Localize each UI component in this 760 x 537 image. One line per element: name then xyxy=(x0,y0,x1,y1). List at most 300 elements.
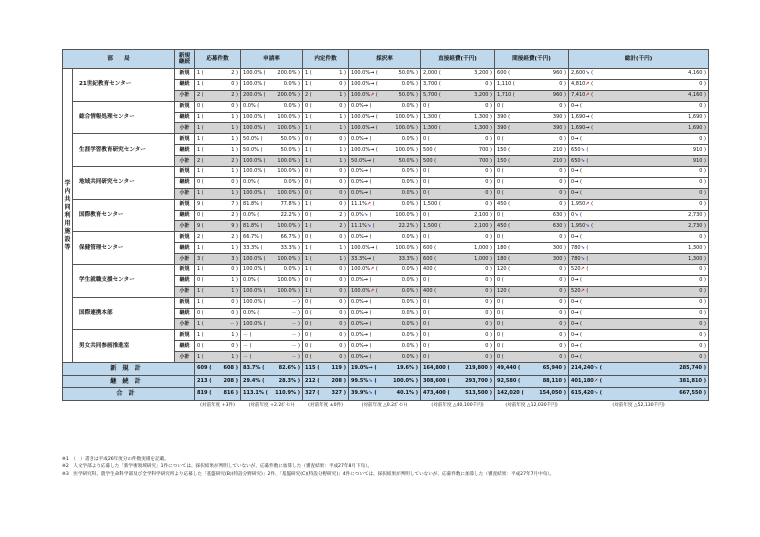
trend-arrow-icon: ↗ xyxy=(370,288,375,295)
prev-value: 100.0% xyxy=(395,212,415,219)
prev-value: 1 xyxy=(231,331,235,338)
prev-value: 100.0% xyxy=(277,168,297,175)
value: 4,810 xyxy=(571,81,586,88)
prev-value: 0 xyxy=(339,310,343,317)
value: 0 xyxy=(571,331,575,338)
value: 0 xyxy=(423,135,427,142)
prev-value: 28.3% xyxy=(278,377,296,384)
footnote: ※1 （ ）書きは平成26年度分の件数実績を記載。 xyxy=(62,457,169,462)
prev-value: 100.0% xyxy=(277,255,297,262)
prev-value: 33.3% xyxy=(280,244,297,251)
applications-cell: 1 ( 2 ) xyxy=(195,69,241,80)
applications-cell: 1 ( 1 ) xyxy=(195,188,241,199)
prev-value: 50.0% xyxy=(398,92,415,99)
value: 1 xyxy=(197,244,201,251)
value: 0 xyxy=(423,103,427,110)
value: 0.0% xyxy=(243,179,256,186)
prev-value: 0 xyxy=(485,299,489,306)
value: － xyxy=(243,331,249,338)
total-cost-cell: 520↗ ( 0 ) xyxy=(569,286,709,297)
value: 1 xyxy=(197,288,201,295)
value: 100.0% xyxy=(243,320,263,327)
row-type: 新規 xyxy=(175,232,195,243)
prev-value: 1 xyxy=(339,146,343,153)
prev-value: 0.0% xyxy=(401,266,415,273)
value: 100.0% xyxy=(243,299,263,306)
trend-arrow-icon: → xyxy=(574,233,579,240)
value: 1 xyxy=(305,157,309,164)
application-rate-cell: 100.0% ( 200.0% ) xyxy=(241,69,303,80)
prev-value: 910 xyxy=(692,157,703,164)
indirect-cost-cell: 180 ( 300 ) xyxy=(495,254,569,265)
trend-arrow-icon: → xyxy=(363,342,368,349)
prev-value: 0.0% xyxy=(401,277,415,284)
value: 0 xyxy=(571,299,575,306)
trend-arrow-icon: ↗ xyxy=(585,81,590,88)
value: 0.0% xyxy=(243,103,256,110)
acceptance-rate-cell: 0.0%→ ( 0.0% ) xyxy=(349,352,421,363)
value: 400 xyxy=(423,266,433,273)
row-type: 小計 xyxy=(175,90,195,101)
value: 600 xyxy=(423,255,433,262)
value: 0 xyxy=(305,190,309,197)
value: 0 xyxy=(423,342,427,349)
applications-cell: 2 ( 2 ) xyxy=(195,232,241,243)
total-cost-cell: 0→ ( 0 ) xyxy=(569,101,709,112)
decisions-cell: 1 ( 1 ) xyxy=(303,69,349,80)
value: 0.0% xyxy=(243,277,256,284)
decisions-cell: 1 ( 0 ) xyxy=(303,286,349,297)
application-rate-cell: 100.0% ( － ) xyxy=(241,297,303,308)
value: 0 xyxy=(197,212,201,219)
prev-value: 4,160 xyxy=(688,92,703,99)
value: 0.0% xyxy=(351,277,364,284)
prev-value: 1 xyxy=(231,114,235,120)
value: 0 xyxy=(571,212,575,219)
header-application-rate: 申請率 xyxy=(241,50,303,69)
prev-value: 1 xyxy=(231,190,235,197)
value: 1 xyxy=(305,70,309,77)
table-header xyxy=(63,50,709,69)
value: 0 xyxy=(423,353,427,360)
prev-value: 1,300 xyxy=(688,244,703,251)
trend-arrow-icon: → xyxy=(585,124,590,131)
value: 113.1% xyxy=(243,390,264,397)
total-cost-cell: 650↘ ( 910 ) xyxy=(569,156,709,167)
prev-value: 1 xyxy=(231,244,235,251)
total-cost-cell: 1,690→ ( 1,690 ) xyxy=(569,123,709,134)
total-cost-cell: 0→ ( 0 ) xyxy=(569,308,709,319)
prev-value: 0 xyxy=(559,288,563,295)
row-type: 継続 xyxy=(175,177,195,188)
prev-value: 300 xyxy=(552,244,563,251)
prev-value: 293,700 xyxy=(465,377,488,384)
value: 0 xyxy=(497,135,501,142)
department-name: 地域共同研究センター xyxy=(73,167,175,200)
comparison-note: (対前年度 ±0件) xyxy=(308,402,343,408)
row-type: 小計 xyxy=(175,319,195,330)
prev-value: 0 xyxy=(699,288,703,295)
trend-arrow-icon: ↘ xyxy=(368,377,373,384)
value: 1 xyxy=(197,135,201,142)
trend-arrow-icon: ↗ xyxy=(370,266,375,273)
row-type: 継続 xyxy=(175,308,195,319)
total-row xyxy=(63,375,709,388)
value: 212 xyxy=(305,377,316,384)
decisions-cell: 1 ( 1 ) xyxy=(303,145,349,156)
total-cost-cell: 0→ ( 0 ) xyxy=(569,297,709,308)
value: 0 xyxy=(305,331,309,338)
comparison-note: (対前年度 △52,130千円) xyxy=(612,402,665,408)
trend-arrow-icon: → xyxy=(363,299,368,306)
prev-value: 0.0% xyxy=(283,103,297,110)
prev-value: 100.0% xyxy=(277,277,297,284)
application-rate-cell: 113.1% ( 110.9% ) xyxy=(241,388,303,401)
value: 327 xyxy=(305,390,316,397)
value: 100.0% xyxy=(243,114,263,120)
prev-value: 0.0% xyxy=(401,168,415,175)
header-indirect-cost: 間接経費(千円) xyxy=(495,50,569,69)
trend-arrow-icon: → xyxy=(574,190,579,197)
value: 120 xyxy=(497,266,507,273)
department-name: 学生就職支援センター xyxy=(73,265,175,298)
table-row xyxy=(63,101,709,112)
trend-arrow-icon: → xyxy=(574,179,579,186)
acceptance-rate-cell: 0.0%→ ( 0.0% ) xyxy=(349,319,421,330)
value: 9 xyxy=(197,222,201,229)
indirect-cost-cell: 0 ( 0 ) xyxy=(495,101,569,112)
total-cost-cell: 2,600↘ ( 4,160 ) xyxy=(569,69,709,80)
value: 1,300 xyxy=(423,114,438,120)
value: 0.0% xyxy=(351,103,364,110)
value: 650 xyxy=(571,157,581,164)
applications-cell: 609 ( 608 ) xyxy=(195,363,241,376)
value: 1,710 xyxy=(497,92,512,99)
trend-arrow-icon: → xyxy=(574,320,579,327)
trend-arrow-icon: → xyxy=(363,320,368,327)
prev-value: 9 xyxy=(231,222,235,229)
indirect-cost-cell: 0 ( 630 ) xyxy=(495,210,569,221)
trend-arrow-icon: ↗ xyxy=(366,201,372,208)
direct-cost-cell: 3,700 ( 0 ) xyxy=(421,79,495,90)
trend-arrow-icon: → xyxy=(370,244,375,251)
trend-arrow-icon: → xyxy=(574,277,579,284)
trend-arrow-icon: → xyxy=(366,255,372,262)
decisions-cell: 0 ( 0 ) xyxy=(303,297,349,308)
prev-value: 0.0% xyxy=(401,288,415,295)
applications-cell: 1 ( 0 ) xyxy=(195,297,241,308)
prev-value: － xyxy=(291,342,297,349)
prev-value: 154,050 xyxy=(539,390,562,397)
prev-value: 0.0% xyxy=(401,135,415,142)
applications-cell: 0 ( 0 ) xyxy=(195,308,241,319)
total-cost-cell: 0→ ( 0 ) xyxy=(569,134,709,145)
applications-cell: 1 ( 1 ) xyxy=(195,243,241,254)
value: 0 xyxy=(571,320,575,327)
indirect-cost-cell: 0 ( 0 ) xyxy=(495,352,569,363)
prev-value: 0 xyxy=(485,201,489,208)
applications-cell: 213 ( 208 ) xyxy=(195,375,241,388)
prev-value: 960 xyxy=(552,70,563,77)
prev-value: 0.0% xyxy=(401,103,415,110)
indirect-cost-cell: 0 ( 0 ) xyxy=(495,341,569,352)
acceptance-rate-cell: 11.1%↗ ( 0.0% ) xyxy=(349,199,421,210)
decisions-cell: 1 ( 1 ) xyxy=(303,243,349,254)
total-cost-cell: 4,810↗ ( 0 ) xyxy=(569,79,709,90)
row-type: 継続 xyxy=(175,210,195,221)
application-rate-cell: 50.0% ( 50.0% ) xyxy=(241,134,303,145)
indirect-cost-cell: 390 ( 390 ) xyxy=(495,123,569,134)
indirect-cost-cell: 0 ( 0 ) xyxy=(495,232,569,243)
value: 100.0% xyxy=(243,190,263,197)
prev-value: 0 xyxy=(699,201,703,208)
value: 0 xyxy=(305,310,309,317)
decisions-cell: 115 ( 119 ) xyxy=(303,363,349,376)
acceptance-rate-cell: 19.0%→ ( 19.6% ) xyxy=(349,363,421,376)
prev-value: 0.0% xyxy=(283,266,297,273)
value: 0 xyxy=(423,190,427,197)
value: 0 xyxy=(497,168,501,175)
prev-value: 0 xyxy=(559,190,563,197)
department-name: 国際連携本部 xyxy=(73,297,175,330)
row-type: 継続 xyxy=(175,243,195,254)
department-name: 男女共同参画推進室 xyxy=(73,330,175,363)
value: 0 xyxy=(497,212,501,219)
decisions-cell: 212 ( 208 ) xyxy=(303,375,349,388)
direct-cost-cell: 2,000 ( 3,200 ) xyxy=(421,69,495,80)
value: 450 xyxy=(497,222,507,229)
trend-arrow-icon: → xyxy=(370,114,375,120)
value: 450 xyxy=(497,201,507,208)
acceptance-rate-cell: 100.0%↗ ( 50.0% ) xyxy=(349,90,421,101)
prev-value: 0 xyxy=(231,342,235,349)
acceptance-rate-cell: 0.0%→ ( 0.0% ) xyxy=(349,188,421,199)
prev-value: 0 xyxy=(339,135,343,142)
value: 520 xyxy=(571,266,581,273)
decisions-cell: 0 ( 0 ) xyxy=(303,308,349,319)
indirect-cost-cell: 390 ( 390 ) xyxy=(495,112,569,123)
prev-value: 0 xyxy=(485,310,489,317)
prev-value: 0.0% xyxy=(401,320,415,327)
value: 0 xyxy=(571,190,575,197)
prev-value: 0 xyxy=(485,266,489,273)
value: 150 xyxy=(497,157,507,164)
prev-value: 0 xyxy=(559,342,563,349)
department-name: 21世紀教育センター xyxy=(73,69,175,102)
acceptance-rate-cell: 0.0%→ ( 0.0% ) xyxy=(349,308,421,319)
application-rate-cell: 100.0% ( 100.0% ) xyxy=(241,254,303,265)
value: 0.0% xyxy=(351,342,364,349)
prev-value: 22.2% xyxy=(280,212,297,219)
table-row xyxy=(63,134,709,145)
total-cost-cell: 401,180↗ ( 381,810 ) xyxy=(569,375,709,388)
value: 0 xyxy=(497,320,501,327)
trend-arrow-icon: ↘ xyxy=(363,212,368,219)
trend-arrow-icon: → xyxy=(574,135,579,142)
trend-arrow-icon: → xyxy=(363,277,368,284)
direct-cost-cell: 0 ( 0 ) xyxy=(421,101,495,112)
prev-value: 0 xyxy=(699,233,703,240)
decisions-cell: 1 ( 1 ) xyxy=(303,156,349,167)
prev-value: 0 xyxy=(485,342,489,349)
value: 0 xyxy=(305,299,309,306)
prev-value: 1 xyxy=(339,92,343,99)
application-rate-cell: 81.8% ( 77.8% ) xyxy=(241,199,303,210)
decisions-cell: 0 ( 0 ) xyxy=(303,167,349,178)
prev-value: 327 xyxy=(331,390,342,397)
applications-cell: 9 ( 7 ) xyxy=(195,199,241,210)
decisions-cell: 0 ( 0 ) xyxy=(303,330,349,341)
application-rate-cell: 33.3% ( 33.3% ) xyxy=(241,243,303,254)
row-type: 継続 xyxy=(175,341,195,352)
acceptance-rate-cell: 100.0%↗ ( 0.0% ) xyxy=(349,286,421,297)
row-type: 新規 xyxy=(175,167,195,178)
prev-value: 2,730 xyxy=(688,222,703,229)
value: 3,700 xyxy=(423,81,438,88)
value: 66.7% xyxy=(243,233,259,240)
table-row xyxy=(63,167,709,178)
value: 100.0% xyxy=(351,81,371,88)
prev-value: 0 xyxy=(339,233,343,240)
indirect-cost-cell: 1,710 ( 960 ) xyxy=(495,90,569,101)
value: 50.0% xyxy=(243,146,259,153)
prev-value: 2,730 xyxy=(688,212,703,219)
value: 0 xyxy=(571,233,575,240)
direct-cost-cell: 500 ( 700 ) xyxy=(421,145,495,156)
applications-cell: 1 ( 1 ) xyxy=(195,123,241,134)
prev-value: 1 xyxy=(231,353,235,360)
row-type: 新規 xyxy=(175,199,195,210)
value: 0 xyxy=(497,277,501,284)
direct-cost-cell: 0 ( 2,100 ) xyxy=(421,210,495,221)
row-type: 継続 xyxy=(175,145,195,156)
value: 100.0% xyxy=(243,266,263,273)
total-cost-cell: 0→ ( 0 ) xyxy=(569,167,709,178)
application-rate-cell: － ( － ) xyxy=(241,341,303,352)
direct-cost-cell: 0 ( 0 ) xyxy=(421,352,495,363)
prev-value: 1 xyxy=(231,277,235,284)
value: 0 xyxy=(305,233,309,240)
decisions-cell: 0 ( 0 ) xyxy=(303,352,349,363)
value: 1 xyxy=(197,81,201,88)
acceptance-rate-cell: 0.0%↘ ( 100.0% ) xyxy=(349,210,421,221)
prev-value: 0 xyxy=(485,179,489,186)
prev-value: 1 xyxy=(339,114,343,120)
prev-value: 50.0% xyxy=(280,135,297,142)
value: 520 xyxy=(571,288,581,295)
total-row xyxy=(63,363,709,376)
value: 0 xyxy=(497,353,501,360)
direct-cost-cell: 164,800 ( 219,800 ) xyxy=(421,363,495,376)
prev-value: 0 xyxy=(559,233,563,240)
prev-value: 50.0% xyxy=(398,70,415,77)
prev-value: － xyxy=(291,320,297,327)
total-cost-cell: 0→ ( 0 ) xyxy=(569,319,709,330)
value: 0 xyxy=(423,168,427,175)
prev-value: 608 xyxy=(223,365,234,372)
trend-arrow-icon: ↘ xyxy=(574,212,579,219)
total-cost-cell: 0→ ( 0 ) xyxy=(569,341,709,352)
prev-value: 0 xyxy=(339,342,343,349)
prev-value: 40.1% xyxy=(396,390,414,397)
prev-value: 0 xyxy=(339,179,343,186)
prev-value: 100.0% xyxy=(395,124,415,131)
indirect-cost-cell: 0 ( 0 ) xyxy=(495,188,569,199)
applications-cell: 1 ( 1 ) xyxy=(195,330,241,341)
row-type: 小計 xyxy=(175,352,195,363)
prev-value: 0 xyxy=(339,201,343,208)
prev-value: 65,940 xyxy=(542,365,562,372)
trend-arrow-icon: ↗ xyxy=(593,377,598,384)
prev-value: 0 xyxy=(485,103,489,110)
total-cost-cell: 1,690→ ( 1,690 ) xyxy=(569,112,709,123)
value: 115 xyxy=(305,365,316,372)
indirect-cost-cell: 0 ( 0 ) xyxy=(495,177,569,188)
footnotes xyxy=(62,456,722,478)
trend-arrow-icon: ↗ xyxy=(585,92,590,99)
value: 0.0% xyxy=(351,233,364,240)
application-rate-cell: 0.0% ( 100.0% ) xyxy=(241,275,303,286)
prev-value: 300 xyxy=(552,255,563,262)
applications-cell: 9 ( 9 ) xyxy=(195,221,241,232)
indirect-cost-cell: 0 ( 0 ) xyxy=(495,330,569,341)
decisions-cell: 1 ( 1 ) xyxy=(303,123,349,134)
value: 1 xyxy=(305,244,309,251)
value: 1 xyxy=(305,81,309,88)
prev-value: 0 xyxy=(231,266,235,273)
prev-value: 0 xyxy=(485,135,489,142)
prev-value: 3 xyxy=(231,255,235,262)
prev-value: 0 xyxy=(699,103,703,110)
prev-value: 1,000 xyxy=(474,244,489,251)
value: 100.0% xyxy=(351,266,371,273)
prev-value: 390 xyxy=(552,124,563,131)
value: 0 xyxy=(497,310,501,317)
prev-value: 0 xyxy=(699,190,703,197)
application-rate-cell: 100.0% ( 100.0% ) xyxy=(241,167,303,178)
value: 7,410 xyxy=(571,92,586,99)
prev-value: 1,690 xyxy=(688,124,703,131)
trend-arrow-icon: → xyxy=(363,190,368,197)
prev-value: 0.0% xyxy=(401,353,415,360)
comparison-note: (対前年度 △12,030千円) xyxy=(505,402,558,408)
value: 1 xyxy=(305,146,309,153)
value: 39.9% xyxy=(351,390,369,397)
value: 164,800 xyxy=(423,365,446,372)
prev-value: 960 xyxy=(552,92,563,99)
direct-cost-cell: 0 ( 0 ) xyxy=(421,275,495,286)
value: 0 xyxy=(305,342,309,349)
indirect-cost-cell: 120 ( 0 ) xyxy=(495,265,569,276)
indirect-cost-cell: 1,110 ( 0 ) xyxy=(495,79,569,90)
trend-arrow-icon: ↘ xyxy=(580,255,585,262)
decisions-cell: 0 ( 2 ) xyxy=(303,210,349,221)
value: 33.3% xyxy=(351,255,367,262)
value: 0 xyxy=(571,310,575,317)
department-name: 生涯学習教育研究センター xyxy=(73,134,175,167)
row-type: 新規 xyxy=(175,265,195,276)
application-rate-cell: 0.0% ( 22.2% ) xyxy=(241,210,303,221)
prev-value: 0 xyxy=(699,135,703,142)
prev-value: 0 xyxy=(699,277,703,284)
value: 1 xyxy=(197,266,201,273)
prev-value: 0 xyxy=(339,266,343,273)
applications-cell: 0 ( 0 ) xyxy=(195,177,241,188)
value: 0 xyxy=(423,299,427,306)
value: 390 xyxy=(497,114,507,120)
value: 0.0% xyxy=(243,212,256,219)
application-rate-cell: 100.0% ( 100.0% ) xyxy=(241,112,303,123)
